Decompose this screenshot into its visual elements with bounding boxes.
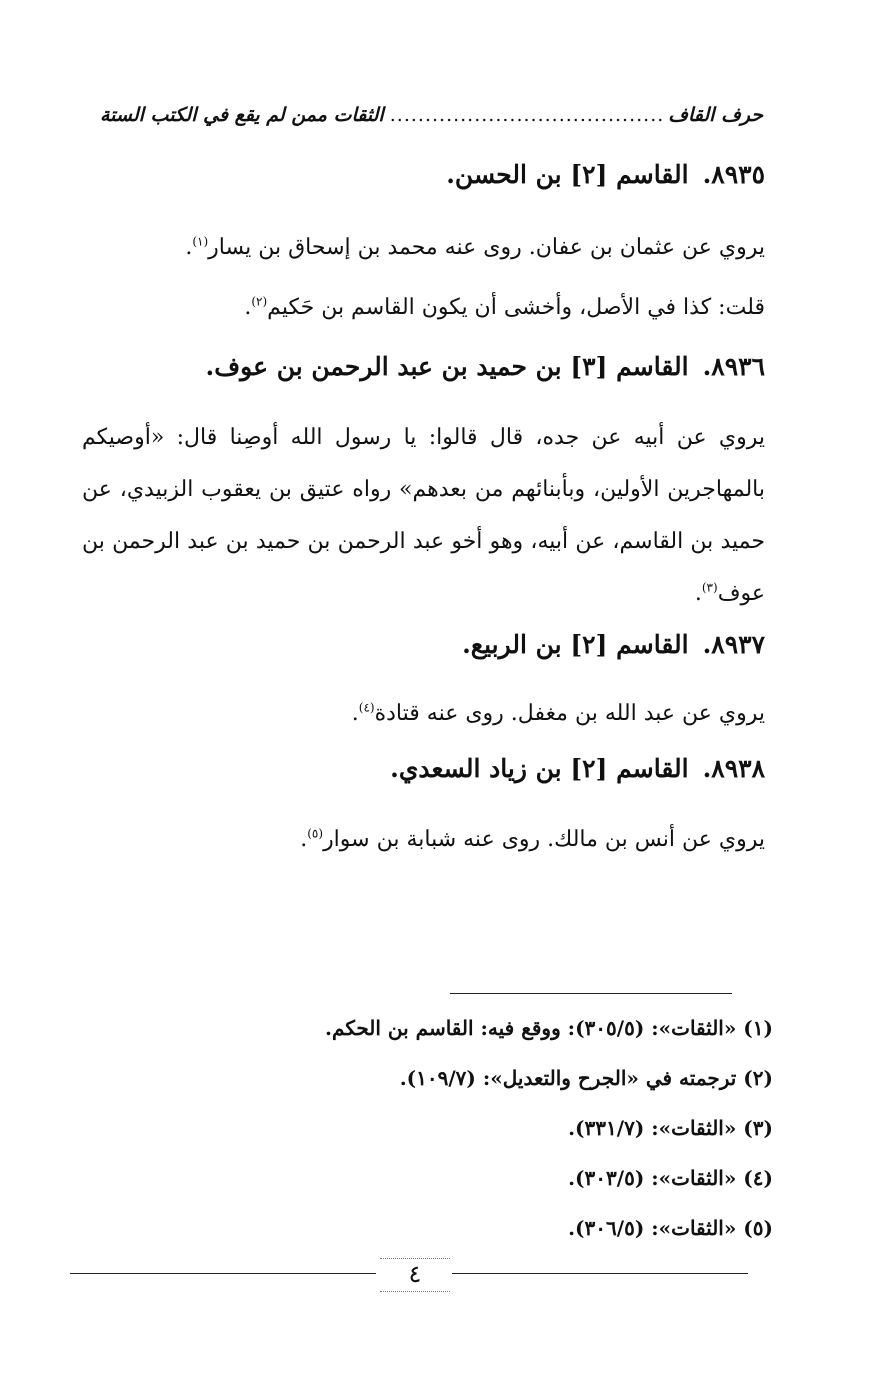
- entry-8935-paragraph-1: [82, 222, 765, 274]
- entry-8936-paragraph-1: [82, 412, 765, 620]
- footnote-marker: (٥): [307, 826, 324, 841]
- entry-8938-paragraph-1: [82, 814, 765, 866]
- paragraph-end: .: [300, 827, 308, 852]
- paragraph-text: قلت: كذا في الأصل، وأخشى أن يكون القاسم بن حَكيم: [267, 295, 765, 320]
- entry-8935: [82, 160, 765, 189]
- entry-heading: [82, 160, 765, 189]
- paragraph-end: .: [351, 701, 359, 726]
- footnotes: [250, 1008, 773, 1258]
- paragraph-end: .: [244, 295, 252, 320]
- entry-number: ٨٩٣٨.: [702, 754, 765, 783]
- paragraph-text: يروي عن عبد الله بن مغفل. روى عنه قتادة: [374, 701, 765, 726]
- footnote-3: (٣) «الثقات»: (٣٣١/٧).: [568, 1116, 773, 1140]
- entry-8935-paragraph-2: [82, 282, 765, 334]
- paragraph-end: .: [185, 235, 193, 260]
- header-leader-dots: [388, 104, 665, 126]
- entry-8938: [82, 754, 765, 783]
- footnote-marker: (٢): [251, 294, 268, 309]
- header-section-title: حرف القاف: [668, 104, 763, 126]
- footnote-4: (٤) «الثقات»: (٣٠٣/٥).: [568, 1166, 773, 1190]
- entry-name: القاسم [٣] بن حميد بن عبد الرحمن بن عوف.: [205, 352, 689, 381]
- entry-number: ٨٩٣٥.: [702, 160, 765, 189]
- entry-number: ٨٩٣٧.: [702, 630, 765, 659]
- entry-number: ٨٩٣٦.: [702, 352, 765, 381]
- header-book-title: الثقات ممن لم يقع في الكتب الستة: [100, 104, 384, 126]
- entry-name: القاسم [٢] بن الحسن.: [446, 160, 689, 189]
- running-header: [100, 104, 763, 138]
- footnote-marker: (٤): [358, 700, 375, 715]
- folio-rule-right: [452, 1273, 748, 1274]
- entry-name: القاسم [٢] بن الربيع.: [462, 630, 689, 659]
- page-number-text: ٤: [408, 1260, 422, 1288]
- footnote-separator: [450, 993, 732, 994]
- paragraph-text: يروي عن أبيه عن جده، قال قالوا: يا رسول الله أوصِنا قال: «أوصيكم بالمهاجرين الأولين، وبأبنائهم من بعدهم» رواه عتيق بن يعقوب الزبيدي، عن حميد بن القاسم، عن أبيه، وهو أخو عبد الرحمن بن حميد بن عبد الرحمن بن عوف: [82, 425, 765, 606]
- folio-rule-left: [70, 1273, 376, 1274]
- entry-8937-paragraph-1: [82, 688, 765, 740]
- footnote-2: (٢) ترجمته في «الجرح والتعديل»: (١٠٩/٧).: [399, 1066, 773, 1090]
- entry-8936: [82, 352, 765, 381]
- footnote-5: (٥) «الثقات»: (٣٠٦/٥).: [568, 1216, 773, 1240]
- footnote-1: (١) «الثقات»: (٣٠٥/٥): ووقع فيه: القاسم بن الحكم.: [325, 1016, 773, 1040]
- paragraph-end: .: [694, 581, 702, 606]
- entry-heading: [82, 630, 765, 659]
- folio-ornament: [380, 1258, 450, 1292]
- paragraph-text: يروي عن أنس بن مالك. روى عنه شبابة بن سوار: [323, 827, 765, 852]
- entry-8937: [82, 630, 765, 659]
- footnote-marker: (٣): [701, 580, 718, 595]
- footnote-marker: (١): [192, 234, 209, 249]
- entry-heading: [82, 754, 765, 783]
- entry-name: القاسم [٢] بن زياد السعدي.: [390, 754, 689, 783]
- paragraph-text: يروي عن عثمان بن عفان. روى عنه محمد بن إسحاق بن يسار: [208, 235, 765, 260]
- entry-heading: [82, 352, 765, 381]
- page-number: [380, 1254, 450, 1294]
